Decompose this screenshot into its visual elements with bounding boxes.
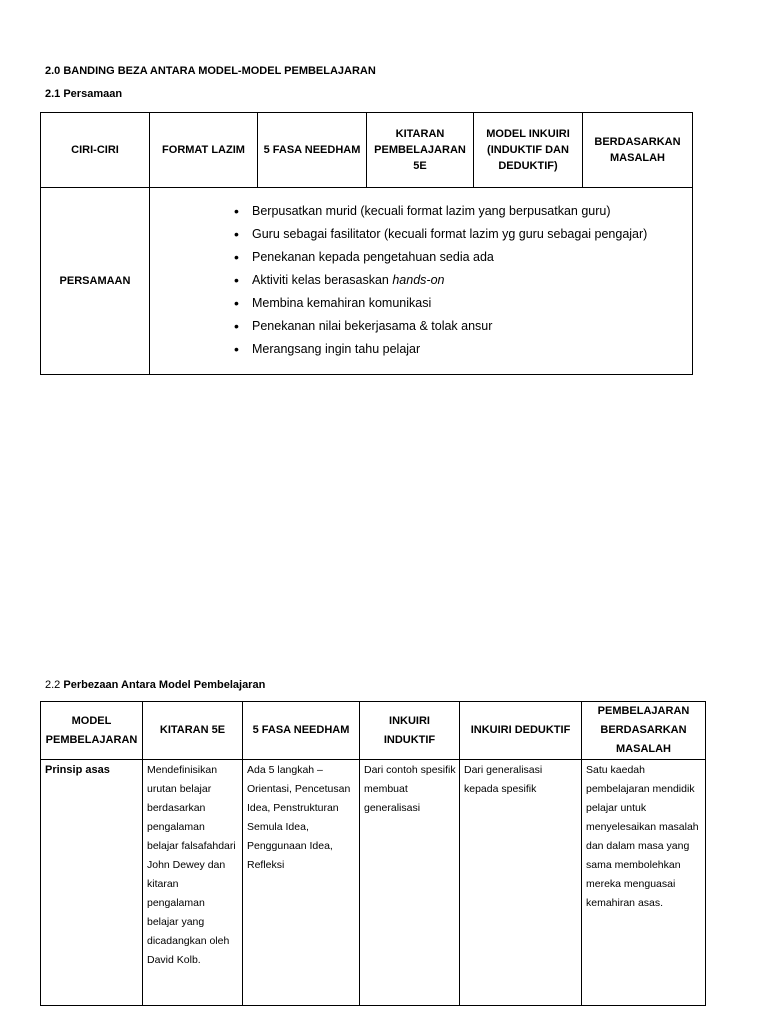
list-item: • Membina kemahiran komunikasi bbox=[252, 292, 692, 315]
persamaan-bullet-list bbox=[150, 200, 692, 361]
subsection-number: 2.2 bbox=[45, 679, 61, 691]
header-kitaran-pembelajaran-5e: KITARAN PEMBELAJARAN 5E bbox=[367, 113, 474, 188]
header-5-fasa-needham: 5 FASA NEEDHAM bbox=[243, 702, 360, 760]
list-item: • Berpusatkan murid (kecuali format lazim yang berpusatkan guru) bbox=[252, 200, 692, 223]
section-title: 2.0 BANDING BEZA ANTARA MODEL-MODEL PEMBELAJARAN bbox=[45, 65, 376, 77]
subsection-title-text: Perbezaan Antara Model Pembelajaran bbox=[63, 679, 266, 691]
list-item: • Guru sebagai fasilitator (kecuali format lazim yg guru sebagai pengajar) bbox=[252, 223, 692, 246]
list-item: • Penekanan kepada pengetahuan sedia ada bbox=[252, 246, 692, 269]
header-inkuiri-deduktif: INKUIRI DEDUKTIF bbox=[460, 702, 582, 760]
header-5-fasa-needham: 5 FASA NEEDHAM bbox=[258, 113, 367, 188]
table-row bbox=[41, 188, 693, 375]
list-item: • Penekanan nilai bekerjasama & tolak ansur bbox=[252, 315, 692, 338]
header-ciri-ciri: CIRI-CIRI bbox=[41, 113, 150, 188]
table-cell: Ada 5 langkah – Orientasi, Pencetusan Idea, Penstrukturan Semula Idea, Penggunaan Idea, Refleksi bbox=[243, 760, 360, 1006]
header-inkuiri-induktif: INKUIRI INDUKTIF bbox=[360, 702, 460, 760]
subsection-persamaan-title: 2.1 Persamaan bbox=[45, 88, 123, 100]
table-header-row bbox=[41, 702, 706, 760]
subsection-perbezaan-title bbox=[45, 679, 265, 691]
header-berdasarkan-masalah: BERDASARKAN MASALAH bbox=[583, 113, 693, 188]
table-cell: Dari generalisasi kepada spesifik bbox=[460, 760, 582, 1006]
table-cell: Dari contoh spesifik membuat generalisasi bbox=[360, 760, 460, 1006]
list-item-text: Aktiviti kelas berasaskan bbox=[252, 273, 389, 287]
list-item bbox=[252, 269, 692, 292]
header-model-pembelajaran: MODEL PEMBELAJARAN bbox=[41, 702, 143, 760]
header-kitaran-5e: KITARAN 5E bbox=[143, 702, 243, 760]
list-item: • Merangsang ingin tahu pelajar bbox=[252, 338, 692, 361]
table-header-row bbox=[41, 113, 693, 188]
table-cell: Mendefinisikan urutan belajar berdasarkan pengalaman belajar falsafahdari John Dewey dan kitaran pengalaman belajar yang dicadangkan oleh David Kolb. bbox=[143, 760, 243, 1006]
row-label-prinsip-asas: Prinsip asas bbox=[41, 760, 143, 1006]
table-row bbox=[41, 760, 706, 1006]
list-item-italic-text: hands-on bbox=[392, 273, 445, 287]
row-label-persamaan: PERSAMAAN bbox=[41, 188, 150, 375]
persamaan-table bbox=[40, 112, 693, 375]
header-pembelajaran-berdasarkan-masalah: PEMBELAJARAN BERDASARKAN MASALAH bbox=[582, 702, 706, 760]
header-format-lazim: FORMAT LAZIM bbox=[150, 113, 258, 188]
header-model-inkuiri: MODEL INKUIRI (INDUKTIF DAN DEDUKTIF) bbox=[474, 113, 583, 188]
table-cell: Satu kaedah pembelajaran mendidik pelajar untuk menyelesaikan masalah dan dalam masa yang sama membolehkan mereka menguasai kemahiran asas. bbox=[582, 760, 706, 1006]
persamaan-list-cell bbox=[150, 188, 693, 375]
perbezaan-table bbox=[40, 701, 706, 1006]
